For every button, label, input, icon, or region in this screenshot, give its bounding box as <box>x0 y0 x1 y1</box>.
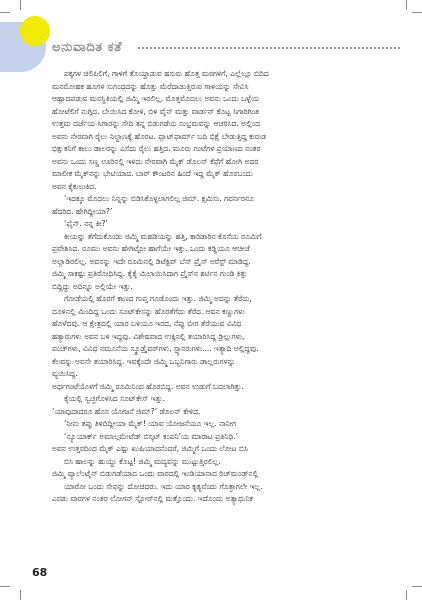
body-line: ಅವನು ಒಂದು ಸಣ್ಣ ಊರಿನಲ್ಲಿ ಇಳಿದು ನೇರವಾಗಿ ಮೈಕ್ ಡೊಲನ್ ಕೆಫೆಗೆ ಹೋಗಿ ಅದರ <box>52 156 259 166</box>
body-line: ಅವನ ಉತ್ತರದಿಂದ ಮೈಕ್ ಎಷ್ಟು ಖುಷಿಯಾದನೆಂದರೆ, ಜಿಮ್ಮಿಗೆ ಒಂದು ಲೋಟ ಬಿಸಿ <box>52 444 248 453</box>
crop-mark-bottom-left-h <box>0 586 10 587</box>
body-line: ವ್ಯಯಿಸಿದ್ದ. <box>52 369 78 378</box>
section-title: ಅನುವಾದಿತ ಕತೆ <box>52 40 122 55</box>
body-line: ಹೆದರಿದ. ಹೇಗಿದ್ದೀಯಾ?’ <box>52 206 113 216</box>
body-line: ಜಿಮ್ಮಿ ಸಾಕಷ್ಟು ಪ್ರತಿರೋಧಿಸಿದ್ದ. ಕೈಕೈ ಮಿಲಾಯಿಸಿದಾಗ ಪ್ರೈಸ್‌ನ ಶರ್ಟಿನ ಗುಂಡಿ ಕಿತ್ತು <box>52 269 248 278</box>
body-line: ಕೀಯನ್ನು ತೆಗೆದುಕೊಂಡು ಜಿಮ್ಮಿ ಮಹಡಿಯನ್ನು ಹತ್ತಿ, ಕಾರಿಡಾರಿನ ಕೊನೆಯ ರೂಮಿಗೆ <box>64 231 262 241</box>
body-line: ಪಂಚ್‌ಗಳು, ವಿವಿಧ ನಮೂನೆಯ ಸ್ಕ್ರೂಡ್ರೈವರ್‌ಗಳು, ಸ್ಪ್ಯಾನರುಗಳು.... ಇತ್ಯಾದಿ ಅಲ್ಲಿದ್ದವು. <box>52 344 259 353</box>
crop-mark-top-right <box>406 0 407 10</box>
header-dotted-rule <box>138 47 400 49</box>
body-line: ಬಿಸಿ ಹಾಲನ್ನು ಹುಯ್ದು ಕೊಟ್ಟ! ಜಿಮ್ಮಿ ಮದ್ಯವನ್ನು ಮುಟ್ಟುತ್ತಿರಲಿಲ್ಲ. <box>64 456 221 466</box>
story-body <box>52 68 400 583</box>
body-line: ‘ನ್ಯೂಯಾರ್ಕ್ ಅಮಾಲ್ಗಮೇಟೆಡ್ ಬಿಸ್ಕಟ್ ಕಂಪನಿ’ಯ ಮಾರಾಟ ಪ್ರತಿನಿಧಿ.’ <box>64 431 239 441</box>
body-line: ಮಾಲೀಕ ಮೈಕ್‌ನನ್ನು ಭೇಟಿಯಾದ. ಬಾರ್ ಕೌಂಟರಿನ ಹಿಂದೆ ಇದ್ದ ಮೈಕ್ ಹೊರಬಂದು <box>52 169 253 178</box>
body-line: ಕೆಲವನ್ನು ಅವನೇ ತಯಾರಿಸಿದ್ದ. ಇವಕ್ಕೆಂದೇ ಜಿಮ್ಮಿ ಒಬ್ಬನಿಗಾರು ಡಾಲ್ಲರುಗಳನ್ನು <box>52 356 236 366</box>
body-line: ಕೈಯಲ್ಲಿ ಸ್ವಚ್ಛಗೊಳಿಸಿದ ಸೂಟ್‌ಕೇಸ್ ಇತ್ತು. <box>64 394 166 403</box>
crop-mark-top-right-h <box>412 12 422 13</box>
body-line: ಗೋಡೆಯಲ್ಲಿ ಹೊರಗೆ ಕಾಣದ ಗುಪ್ತ ಗೂಡೊಂದು ಇತ್ತು. ಜಿಮ್ಮಿ ಅದನ್ನು ತೆರೆದು, <box>64 294 252 303</box>
crop-mark-bottom-left <box>20 590 21 600</box>
body-line: ಹತ್ಯಾರುಗಳು ಅವನ ಬಳಿ ಇದ್ದವು. ವಿಶೇಷವಾದ ಉಕ್ಕಿನಲ್ಲಿ ತಯಾರಿಸಿದ್ದ ಡ್ರಿಲ್ಲುಗಳು, <box>52 331 245 341</box>
body-line: ‘ನೀನು ತಪ್ಪು ತಿಳಿದಿದ್ದೀಯಾ ಮೈಕ್! ಯಾವ ಯೋಜನೆಯೂ ಇಲ್ಲ. ನಾನೀಗ <box>64 419 237 428</box>
body-line: ಉತ್ತಮ ದರ್ಜೆಯ ಸಿಗಾರನ್ನು ಸೇದಿ ತನ್ನ ಬಿಡುಗಡೆಯ ಸಂಭ್ರಮವನ್ನು ಆಚರಿಸಿದ. ಅಲ್ಲಿಂದ <box>52 119 260 128</box>
body-line: ಹೊಳೆದವು. ಆ ಕ್ಷೇತ್ರದಲ್ಲಿ ಯಾರ ಬಳಿಯೂ ಇರದ, ನೆಪ್ಪು ಬೀಗ ತೆರೆಯುವ ವಿವಿಧ <box>52 319 242 328</box>
body-line: ಭಿಕ್ಷುಕನಿಗೆ ಕಾಲು ಡಾಲರನ್ನು ಎಸೆದು ರೈಲು ಹತ್ತಿದ. ಮೂರು ಗಂಟೆಗಳ ಪ್ರಯಾಣದ ನಂತರ <box>52 144 261 153</box>
body-line: ಅರ್ಧಗಂಟೆಯೊಳಗೆ ಜಿಮ್ಮಿ ರೂಮಿನಿಂದ ಹೊರಬಿದ್ದ. ಅವನ ಉಡುಗೆ ಬದಲಾಗಿತ್ತು. <box>52 381 244 391</box>
crop-mark-top-left <box>20 0 21 10</box>
body-line: ಯಾರೋ ಒಂದು ಸೇಫನ್ನು ದೋಚಿದರು. ಇದು ಯಾರ ಕೃತ್ಯವೆಂದು ಗೊತ್ತಾಗಲೇ ಇಲ್ಲ. <box>64 481 263 491</box>
body-line: ಪ್ರವೇಶಿಸಿದ. ರೂಮು ಅವನು ಹೇಗಿಟ್ಟೋ ಹಾಗೆಯೇ ಇತ್ತು. ಒಂದು ಕಡ್ಡಿಯೂ ಆಚೀಚೆ <box>52 244 250 253</box>
body-line: ‘ಯಾವುದಾದರೂ ಹೊಸ ಯೋಜನೆ ಜಿಮ್?’ ಡೊಲನ್ ಕೇಳಿದ. <box>52 406 201 416</box>
body-line: ‘ಇದಕ್ಕೂ ಮೊದಲು ನಿನ್ನನ್ನು ಬಿಡಿಸಿಕೊಳ್ಳಲಾಗಲಿಲ್ಲ ಜಿಮ್. ಕ್ಷಮಿಸು. ಗವರ್ನರನೂ <box>64 194 254 203</box>
body-line: ಅವನ ಕೈಕುಲುಕಿದ. <box>52 181 97 191</box>
crop-mark-top-left-h <box>0 12 10 13</box>
decorative-yellow-circle <box>20 16 50 46</box>
body-line: ಎರಡು ವಾರಗಳ ನಂತರ ಲೋಗನ್ ಸ್ಟೋರ್‌ನಲ್ಲಿ ಮತ್ತೊಂದು. ಇದೊಂದು ಅತ್ಯಾಧುನಿಕ <box>52 494 253 503</box>
body-line: ಅವನು ನೇರವಾಗಿ ರೈಲು ನಿಲ್ದಾಣಕ್ಕೆ ಹೊರಟ. ಪ್ಲಾಟ್‌ಫಾರ್ಮ್ ಬದಿ ಭಿಕ್ಷೆ ಬೇಡುತ್ತಿದ್ದ ಕುರುಡ <box>52 131 266 141</box>
page-number: 68 <box>32 566 48 579</box>
body-line: ಆಹ್ಲಾದಪಡುವ ಮನಸ್ಥಿತಿಯಲ್ಲಿ ಜಿಮ್ಮಿ ಇರಲಿಲ್ಲ. ಮೊತ್ತಮೊದಲು ಅವನು ಒಂದು ಒಳ್ಳೆಯ <box>52 94 260 103</box>
body-line: ಪಕ್ಕಗಳ ಚಿಲಿಪಿಲಿಗೆ, ಗಾಳಿಗೆ ತೊಯ್ದಾಡುವ ಹಸುರು ಹೊತ್ತ ಮರಗಳಿಗೆ, ಎಲ್ಲೆಲ್ಲೂ ಬಿದಿದ <box>64 69 269 78</box>
body-line: ಹೋಟೆಲಿಗೆ ನುಗ್ಗಿದ. ಬೇಯಿಸಿದ ಕೋಳಿ, ಬಿಳಿ ವೈನ್ ಮತ್ತು ವಾರ್ಡನ್ ಕೊಟ್ಟ ಸಿಗಾರಿಗಿಂತ <box>52 106 260 116</box>
crop-mark-bottom-right-h <box>412 586 422 587</box>
body-line: ‘ಫೈನ್. ನನ್ನ ಕೀ?’ <box>64 219 108 228</box>
body-line: ಅಲ್ಲಾಡಿರಲಿಲ್ಲ. ಅವನನ್ನು ಇದೇ ರೂಮಿನಲ್ಲಿ ಡಿಟೆಕ್ಟಿವ್ ಬೆನ್ ಪ್ರೈಸ್ ಅರೆಸ್ಟ್ ಮಾಡಿದ್ದ. <box>52 256 251 266</box>
body-line: ಬಿದ್ದಿದ್ದು ಅದಿನ್ನೂ ಅಲ್ಲಿಯೇ ಇತ್ತು. <box>52 281 133 291</box>
body-line: ಮನಮೋಹಕ ಹೂಗಳ ಸುಗಂಧದನ್ನು ಹೊತ್ತು ಮೆರೆದಾಡುತ್ತಿರುವ ಗಾಳಿಯನ್ನು ಸೇವಿಸಿ <box>52 81 249 91</box>
body-line: ಜಿಮ್ಮಿ ವ್ಯಾಲೆಂಟೈನ್ ಬಿಡುಗಡೆಯಾದ ಒಂದು ವಾರದಲ್ಲಿ ಇಂಡಿಯಾನಾದ ರಿಚ್‌ಮಂಡ್‌ನಲ್ಲಿ <box>52 469 259 478</box>
body-line: ದೂಳಿನಲ್ಲಿ ಮಿಂದಿದ್ದ ಒಂದು ಸೂಟ್‌ಕೇಸನ್ನು ಹೊರತೆಗೆದು ತೆರೆದ. ಅವನ ಕಣ್ಣುಗಳು <box>52 306 245 316</box>
crop-mark-bottom-right <box>406 590 407 600</box>
